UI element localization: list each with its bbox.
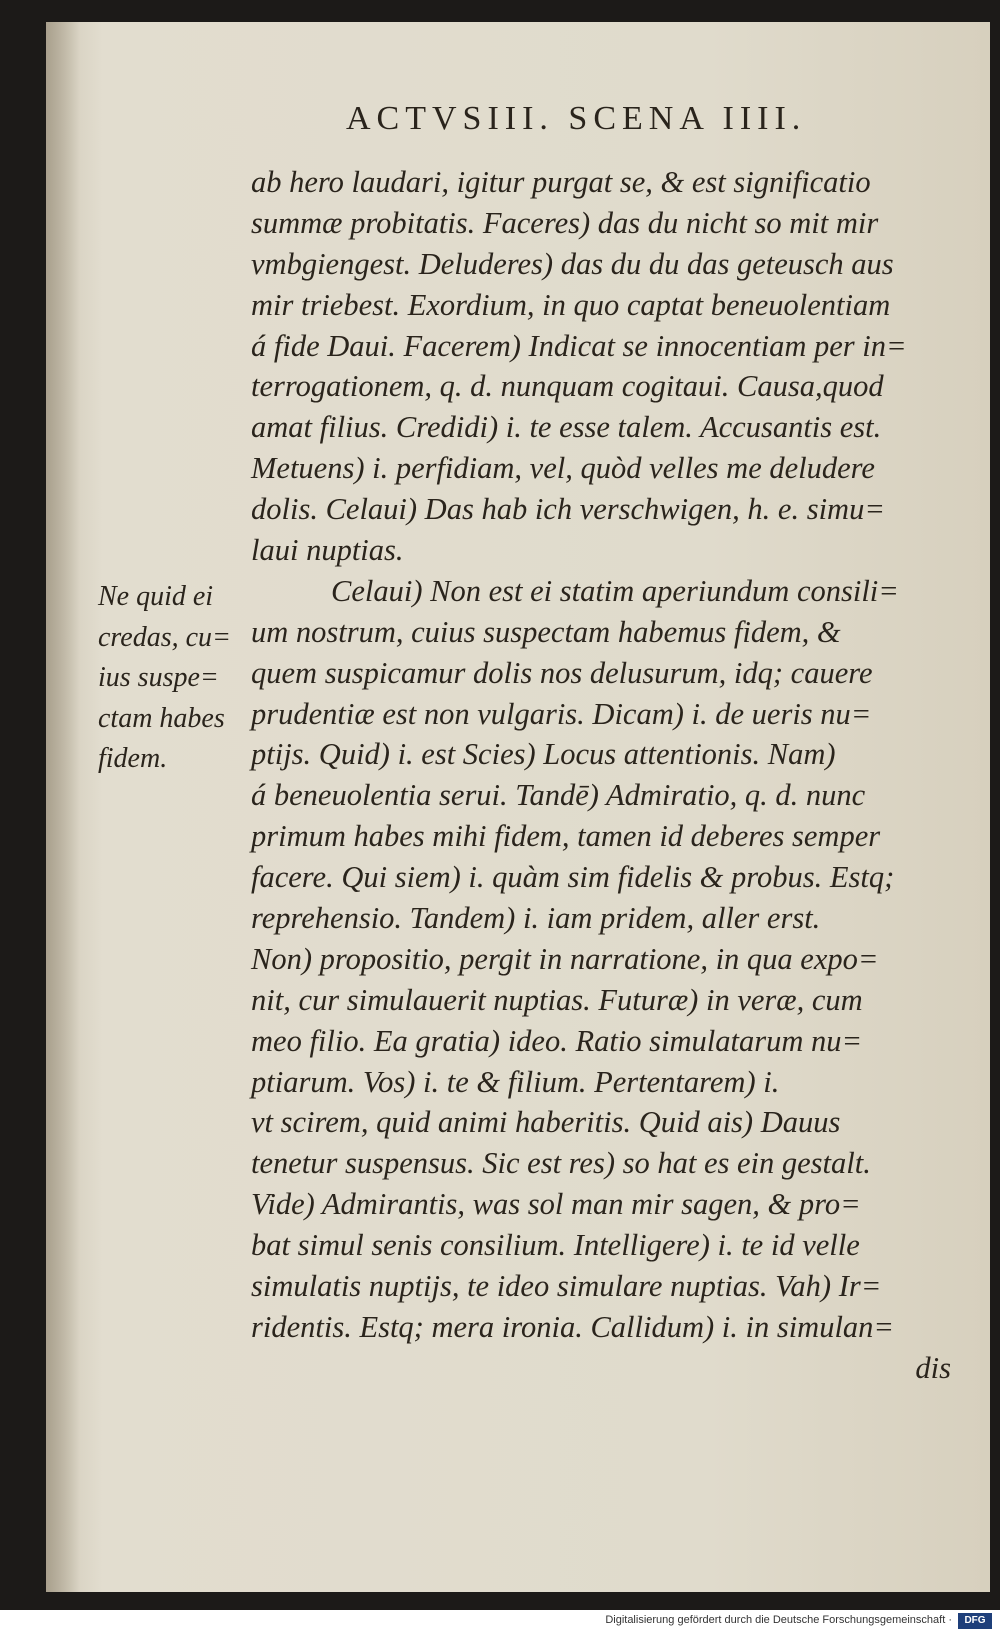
text-line: um nostrum, cuius suspectam habemus fidem, & xyxy=(251,614,841,649)
marginal-note xyxy=(98,577,248,780)
page-gutter-shadow xyxy=(46,22,80,1592)
commentary-text xyxy=(251,162,971,1389)
text-line: ab hero laudari, igitur purgat se, & est significatio xyxy=(251,165,871,199)
text-line: ptiarum. Vos) i. te & filium. Pertentarem) i. xyxy=(251,1064,780,1099)
marginal-line: ius suspe= xyxy=(98,662,219,693)
text-line: Metuens) i. perfidiam, vel, quòd velles me deludere xyxy=(251,451,875,486)
text-line: tenetur suspensus. Sic est res) so hat es ein gestalt. xyxy=(251,1146,871,1181)
text-line: laui nuptias. xyxy=(251,533,404,568)
text-line: simulatis nuptijs, te ideo simulare nuptias. Vah) Ir= xyxy=(251,1269,882,1304)
text-line: prudentiæ est non vulgaris. Dicam) i. de ueris nu= xyxy=(251,696,872,731)
text-line: mir triebest. Exordium, in quo captat beneuolentiam xyxy=(251,287,891,322)
marginal-line: credas, cu= xyxy=(98,621,231,653)
text-line: nit, cur simulauerit nuptias. Futuræ) in veræ, cum xyxy=(251,982,863,1017)
text-line: bat simul senis consilium. Intelligere) i. te id velle xyxy=(251,1228,860,1263)
text-line: quem suspicamur dolis nos delusurum, idq; cauere xyxy=(251,655,873,690)
marginal-line: Ne quid ei xyxy=(98,581,214,612)
digitization-footer xyxy=(0,1610,1000,1634)
text-line: Non) propositio, pergit in narratione, in qua expo= xyxy=(251,941,879,976)
text-line: Vide) Admirantis, was sol man mir sagen, & pro= xyxy=(251,1187,861,1222)
text-line: á fide Daui. Facerem) Indicat se innocentiam per in= xyxy=(251,328,907,363)
text-line: primum habes mihi fidem, tamen id deberes semper xyxy=(251,819,881,854)
text-line: amat filius. Credidi) i. te esse talem. Accusantis est. xyxy=(251,410,882,445)
text-line: meo filio. Ea gratia) ideo. Ratio simulatarum nu= xyxy=(251,1023,863,1058)
text-line: vmbgiengest. Deluderes) das du du das geteusch aus xyxy=(251,246,894,281)
marginal-line: fidem. xyxy=(98,743,168,774)
text-line: ptijs. Quid) i. est Scies) Locus attentionis. Nam) xyxy=(251,737,836,772)
book-page xyxy=(46,22,990,1592)
running-title: ACTVSIII. SCENA IIII. xyxy=(346,100,807,137)
text-line: dolis. Celaui) Das hab ich verschwigen, h. e. simu= xyxy=(251,492,885,527)
text-line: Celaui) Non est ei statim aperiundum consili= xyxy=(331,573,899,608)
text-line: terrogationem, q. d. nunquam cogitaui. Causa,quod xyxy=(251,369,884,404)
catchword: dis xyxy=(915,1350,951,1385)
text-line: vt scirem, quid animi haberitis. Quid ais) Dauus xyxy=(251,1105,841,1140)
text-line: á beneuolentia serui. Tandē) Admiratio, q. d. nunc xyxy=(251,778,866,813)
marginal-line: ctam habes xyxy=(98,702,225,734)
text-line: summæ probitatis. Faceres) das du nicht so mit mir xyxy=(251,205,879,240)
text-line: ridentis. Estq; mera ironia. Callidum) i. in simulan= xyxy=(251,1309,895,1344)
dfg-logo-icon: DFG xyxy=(958,1613,992,1629)
text-line: facere. Qui siem) i. quàm sim fidelis & probus. Estq; xyxy=(251,860,895,895)
funding-credit: Digitalisierung gefördert durch die Deutsche Forschungsgemeinschaft · xyxy=(605,1614,952,1626)
text-line: reprehensio. Tandem) i. iam pridem, aller erst. xyxy=(251,901,821,936)
